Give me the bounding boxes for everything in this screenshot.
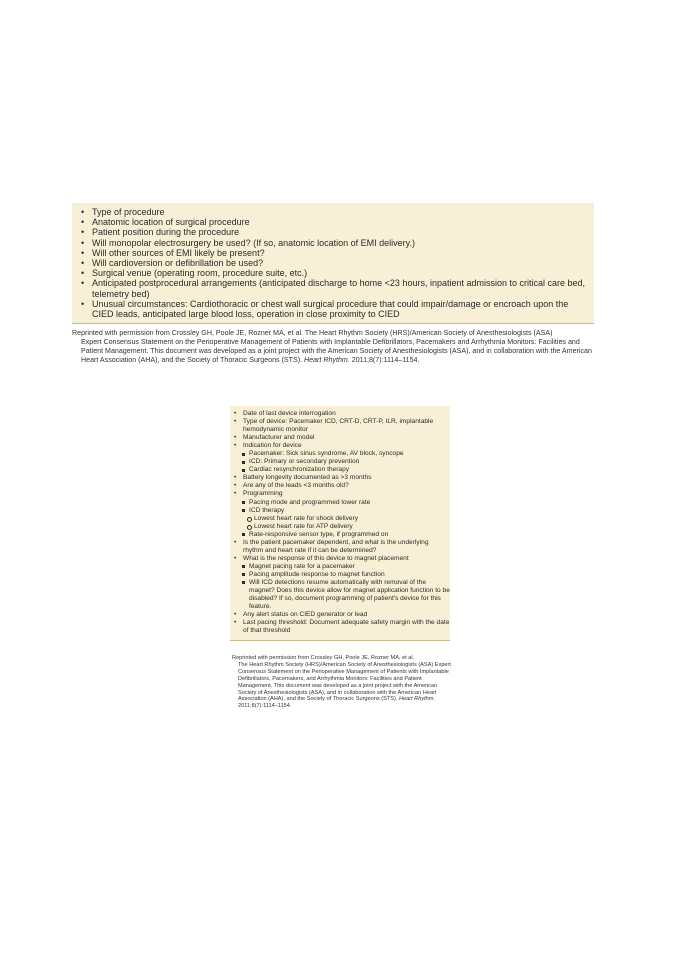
caption-line: Reprinted with permission from Crossley GH, Poole JE, Rozner MA, et al. The Heart Rhythm Society (HRS)/American Society of Anesthesiologists (ASA) bbox=[72, 329, 553, 337]
caption-text: The Heart Rhythm Society (HRS)/American Society of Anesthesiologists (ASA) Expert Consensus Statement on the Perioperative Management of Patients with Implantable Defibrillators, Pacemakers, and Arrhythmia Monitors: Facilities and Patient Management. This document was developed as a joint project with the American Society of Anesthesiologists (ASA), and in collaboration with the American Heart Association (AHA), and the Society of Thoracic Surgeons (STS). bbox=[238, 661, 451, 703]
citation: 2011;8(7):1114–1154. bbox=[238, 703, 292, 710]
list-item: • Unusual circumstances: Cardiothoracic or chest wall surgical procedure that could impair/damage or encroach upon the CIED leads, anticipated large blood loss, operation in close proximity to CIED bbox=[78, 299, 588, 319]
sub-list-item: Pacing mode and programmed lower rate bbox=[230, 499, 450, 507]
sub-list-item: Will ICD detections resume automatically with removal of the magnet? Does this device allow for magnet application function to be disabled? If so, document programming of patient's device for this feature. bbox=[230, 579, 450, 611]
list-item: • Manufacturer and model bbox=[230, 434, 450, 442]
caption-text: Expert Consensus Statement on the Perioperative Management of Patients with Implantable Defibrillators, Pacemakers and Arrhythmia Monitors: Facilities and Patient Management. This document was developed as a joint project with the American Society of Anesthesiologists (ASA), and in collaboration with the American Heart Association (AHA), and the Society of Thoracic Surgeons (STS). bbox=[81, 337, 592, 364]
list-item: • Are any of the leads <3 months old? bbox=[230, 482, 450, 490]
list-item: • Date of last device interrogation bbox=[230, 410, 450, 418]
device-information-table bbox=[230, 406, 450, 641]
list-item: • What is the response of this device to magnet placement bbox=[230, 555, 450, 563]
device-information-list bbox=[230, 410, 450, 635]
journal-name: Heart Rhythm. bbox=[398, 696, 436, 703]
list-item: • Will other sources of EMI likely be present? bbox=[78, 248, 588, 258]
list-item: • Anatomic location of surgical procedure bbox=[78, 217, 588, 227]
procedure-considerations-table bbox=[72, 203, 594, 324]
list-item: • Battery longevity documented as >3 months bbox=[230, 474, 450, 482]
list-item: • Last pacing threshold: Document adequate safety margin with the date of that threshold bbox=[230, 619, 450, 635]
list-item: • Patient position during the procedure bbox=[78, 227, 588, 237]
table2-caption bbox=[232, 655, 452, 710]
sub-list-item: Pacing amplitude response to magnet function bbox=[230, 571, 450, 579]
citation: 2011;8(7):1114–1154. bbox=[351, 355, 420, 364]
sub-list-item: ICD therapy bbox=[230, 507, 450, 515]
list-item: • Will cardioversion or defibrillation be used? bbox=[78, 258, 588, 268]
list-item: • Indication for device bbox=[230, 442, 450, 450]
sub-list-item: Pacemaker: Sick sinus syndrome, AV block, syncope bbox=[230, 450, 450, 458]
sub-list-item: Rate-responsive sensor type, if programmed on bbox=[230, 531, 450, 539]
sub-list-item: ICD: Primary or secondary prevention bbox=[230, 458, 450, 466]
list-item: • Type of device: Pacemaker ICD, CRT-D, CRT-P, ILR, implantable hemodynamic monitor bbox=[230, 418, 450, 434]
caption-body bbox=[232, 662, 452, 710]
list-item: • Surgical venue (operating room, procedure suite, etc.) bbox=[78, 268, 588, 278]
sub-list-item: Magnet pacing rate for a pacemaker bbox=[230, 563, 450, 571]
list-item: • Will monopolar electrosurgery be used? (If so, anatomic location of EMI delivery.) bbox=[78, 238, 588, 248]
table1-caption bbox=[72, 329, 596, 365]
list-item: • Anticipated postprocedural arrangements (anticipated discharge to home <23 hours, inpatient admission to critical care bed, telemetry bed) bbox=[78, 278, 588, 298]
sub-list-item: Cardiac resynchronization therapy bbox=[230, 466, 450, 474]
list-item: • Type of procedure bbox=[78, 207, 588, 217]
list-item: • Any alert status on CIED generator or lead bbox=[230, 611, 450, 619]
sub-sub-list-item: Lowest heart rate for shock delivery bbox=[230, 515, 450, 523]
list-item: • Programming bbox=[230, 490, 450, 498]
caption-body bbox=[72, 338, 596, 365]
sub-sub-list-item: Lowest heart rate for ATP delivery bbox=[230, 523, 450, 531]
caption-line: Reprinted with permission from Crossley GH, Poole JE, Rozner MA, et al. bbox=[232, 655, 415, 661]
list-item: • Is the patient pacemaker dependent, and what is the underlying rhythm and heart rate if it can be determined? bbox=[230, 539, 450, 555]
procedure-considerations-list bbox=[72, 207, 594, 319]
journal-name: Heart Rhythm. bbox=[304, 355, 350, 364]
